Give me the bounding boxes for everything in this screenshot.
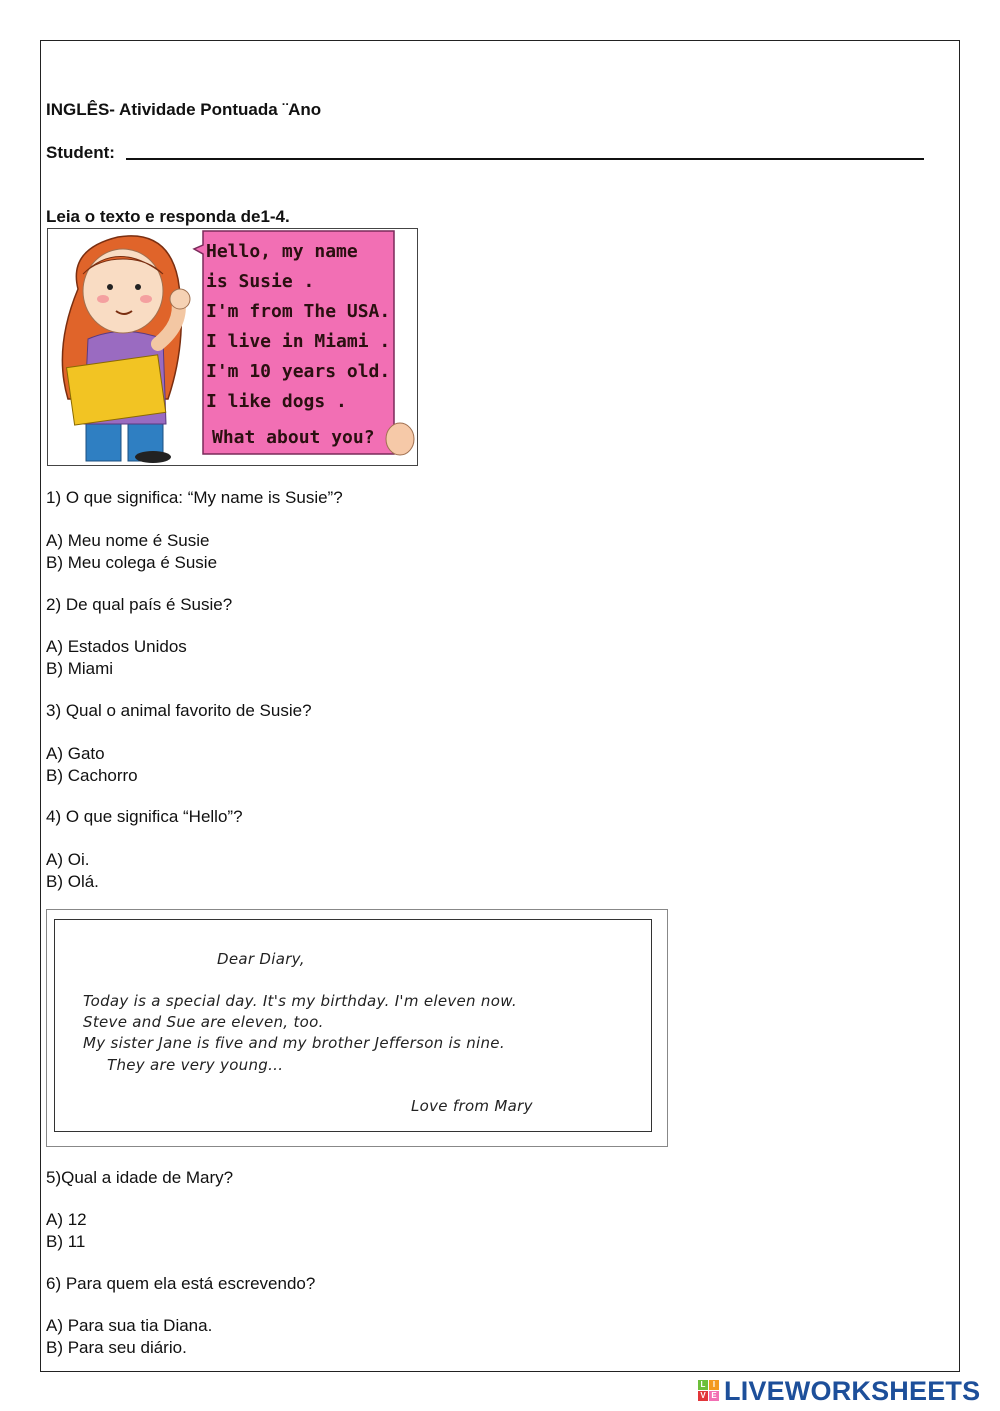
- question-3: 3) Qual o animal favorito de Susie?: [46, 701, 312, 720]
- liveworksheets-logo[interactable]: [698, 1376, 980, 1406]
- question-4: 4) O que significa “Hello”?: [46, 807, 243, 826]
- reading-instruction: Leia o texto e responda de1-4.: [46, 207, 290, 226]
- diary-line-1: Today is a special day. It's my birthday. I'm eleven now.: [83, 992, 517, 1010]
- question-4-option-a[interactable]: A) Oi.: [46, 850, 90, 869]
- student-name-line[interactable]: [126, 158, 924, 160]
- speech-line-6: I like dogs .: [206, 391, 347, 412]
- question-3-option-a[interactable]: A) Gato: [46, 744, 105, 763]
- student-label: Student:: [46, 143, 115, 162]
- question-4-option-b[interactable]: B) Olá.: [46, 872, 99, 891]
- speech-line-2: is Susie .: [206, 271, 315, 292]
- question-6-option-b[interactable]: B) Para seu diário.: [46, 1338, 187, 1357]
- question-6: 6) Para quem ela está escrevendo?: [46, 1274, 316, 1293]
- question-2-option-a[interactable]: A) Estados Unidos: [46, 637, 187, 656]
- susie-illustration: [47, 228, 418, 466]
- question-6-option-a[interactable]: A) Para sua tia Diana.: [46, 1316, 213, 1335]
- diary-frame: [54, 919, 652, 1132]
- liveworksheets-mark-icon: L I V E: [698, 1380, 720, 1402]
- diary-line-3: My sister Jane is five and my brother Jefferson is nine.: [83, 1034, 505, 1052]
- question-5-option-a[interactable]: A) 12: [46, 1210, 87, 1229]
- diary-signoff: Love from Mary: [411, 1097, 533, 1115]
- diary-image: [46, 909, 668, 1147]
- speech-line-4: I live in Miami .: [206, 331, 391, 352]
- question-2-option-b[interactable]: B) Miami: [46, 659, 114, 678]
- question-5: 5)Qual a idade de Mary?: [46, 1168, 234, 1187]
- liveworksheets-wordmark: LIVEWORKSHEETS: [724, 1375, 981, 1406]
- question-1-option-b[interactable]: B) Meu colega é Susie: [46, 553, 218, 572]
- question-1-option-a[interactable]: A) Meu nome é Susie: [46, 531, 210, 550]
- question-3-option-b[interactable]: B) Cachorro: [46, 766, 138, 785]
- speech-line-1: Hello, my name: [206, 241, 358, 262]
- diary-line-4: They are very young...: [107, 1056, 284, 1074]
- question-1: 1) O que significa: “My name is Susie”?: [46, 488, 343, 507]
- speech-line-5: I'm 10 years old.: [206, 361, 391, 382]
- diary-line-2: Steve and Sue are eleven, too.: [83, 1013, 324, 1031]
- worksheet-title: INGLÊS- Atividade Pontuada ¨Ano: [46, 100, 322, 119]
- question-5-option-b[interactable]: B) 11: [46, 1232, 86, 1251]
- speech-line-7: What about you?: [212, 427, 375, 448]
- speech-line-3: I'm from The USA.: [206, 301, 391, 322]
- diary-greeting: Dear Diary,: [217, 950, 305, 968]
- question-2: 2) De qual país é Susie?: [46, 595, 233, 614]
